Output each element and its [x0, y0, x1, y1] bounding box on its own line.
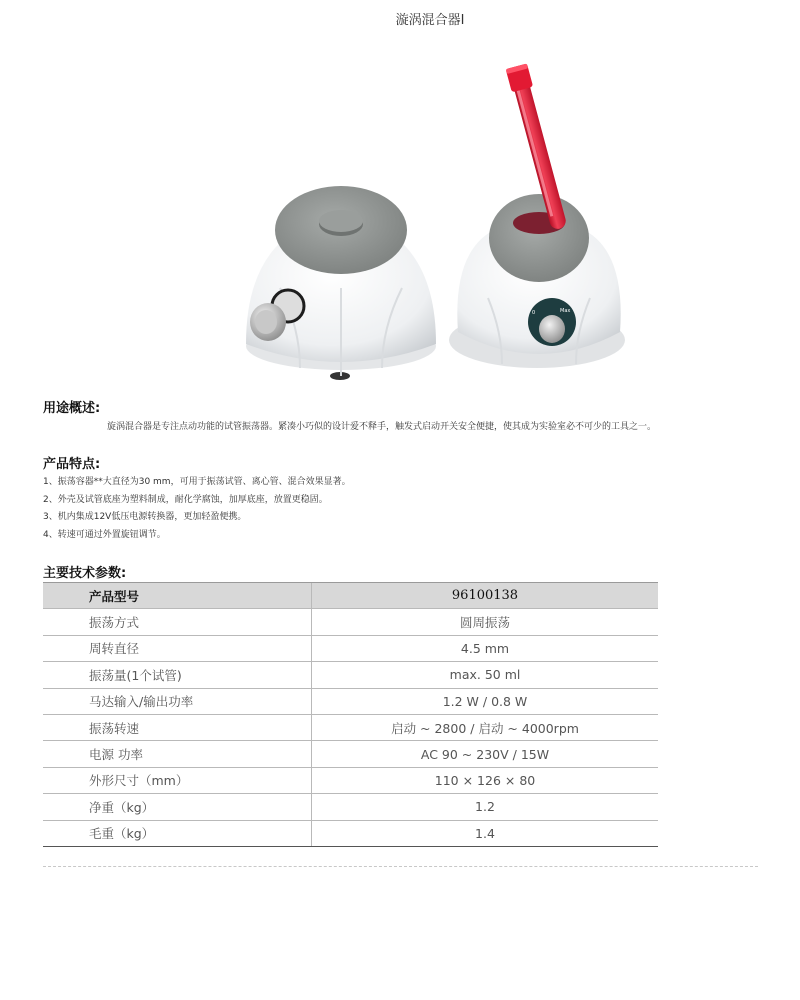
spec-value: AC 90 ~ 230V / 15W: [312, 741, 659, 767]
spec-value: 1.2 W / 0.8 W: [312, 688, 659, 714]
spec-value: 96100138: [312, 583, 659, 609]
specs-heading: 主要技术参数:: [43, 566, 127, 581]
feature-item: 3、机内集成12V低压电源转换器，更加轻盈便携。: [43, 512, 247, 522]
spec-value: 4.5 mm: [312, 635, 659, 661]
table-row: [43, 741, 658, 767]
spec-value: 圆周振荡: [312, 609, 659, 635]
spec-value: max. 50 ml: [312, 662, 659, 688]
feature-item: 1、振荡容器**大直径为30 mm，可用于振荡试管、离心管、混合效果显著。: [43, 477, 351, 487]
feature-list: [43, 474, 351, 544]
spec-key: 振荡方式: [43, 609, 312, 635]
spec-key: 马达输入/输出功率: [43, 688, 312, 714]
spec-key: 产品型号: [43, 583, 312, 609]
spec-value: 110 × 126 × 80: [312, 767, 659, 793]
purpose-text: 旋涡混合器是专注点动功能的试管振荡器。紧凑小巧似的设计爱不释手，触发式启动开关安全便捷，使其成为实验室必不可少的工具之一。: [107, 422, 657, 432]
features-heading: 产品特点:: [43, 457, 101, 472]
table-row: [43, 714, 658, 740]
spec-key: 净重（kg）: [43, 794, 312, 820]
spec-value: 启动 ~ 2800 / 启动 ~ 4000rpm: [312, 714, 659, 740]
table-row: [43, 820, 658, 846]
svg-text:0: 0: [532, 310, 536, 316]
mixer-left: [246, 186, 436, 380]
purpose-heading: 用途概述:: [43, 401, 101, 416]
spec-key: 振荡量(1个试管): [43, 662, 312, 688]
table-row: [43, 662, 658, 688]
spec-value: 1.4: [312, 820, 659, 846]
spec-key: 振荡转速: [43, 714, 312, 740]
table-row: [43, 635, 658, 661]
divider: [43, 866, 758, 867]
table-header-row: [43, 583, 658, 609]
mixer-right: [449, 194, 625, 368]
table-row: [43, 767, 658, 793]
spec-key: 周转直径: [43, 635, 312, 661]
svg-text:Max: Max: [560, 308, 571, 314]
spec-key: 电源 功率: [43, 741, 312, 767]
spec-key: 毛重（kg）: [43, 820, 312, 846]
spec-value: 1.2: [312, 794, 659, 820]
spec-key: 外形尺寸（mm）: [43, 767, 312, 793]
spec-table: [43, 582, 658, 847]
table-row: [43, 688, 658, 714]
feature-item: 4、转速可通过外置旋钮调节。: [43, 529, 166, 540]
table-row: [43, 794, 658, 820]
feature-item: 2、外壳及试管底座为塑料制成，耐化学腐蚀，加厚底座，放置更稳固。: [43, 494, 328, 505]
table-row: [43, 609, 658, 635]
page-title: 漩涡混合器I: [395, 13, 465, 28]
product-photo: [240, 58, 650, 384]
